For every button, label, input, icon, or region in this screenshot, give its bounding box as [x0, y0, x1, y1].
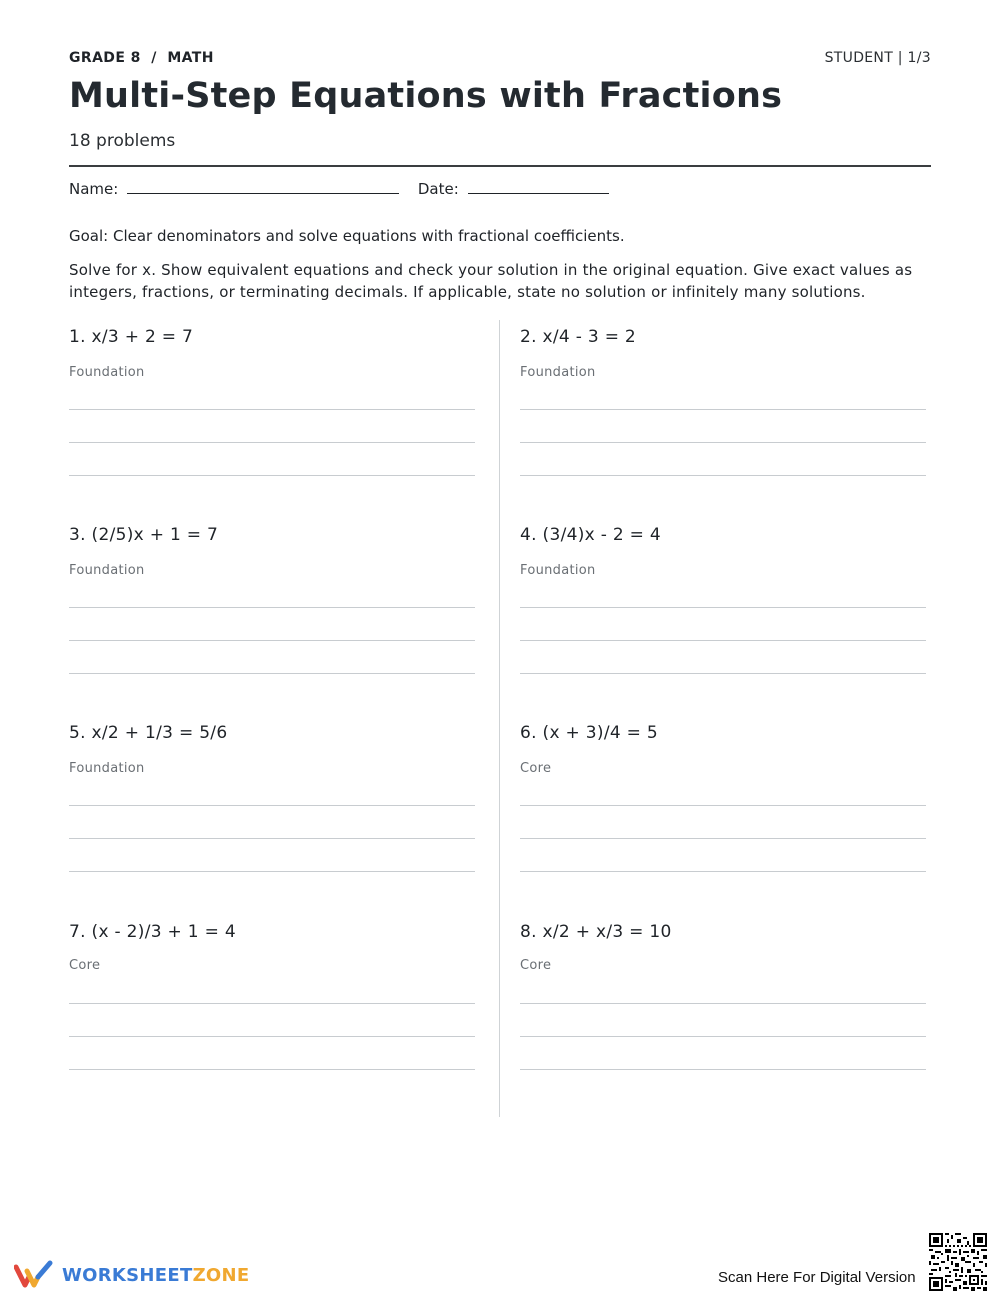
answer-line[interactable]	[520, 475, 926, 476]
problem-count: 18 problems	[69, 131, 176, 151]
answer-line[interactable]	[520, 1003, 926, 1004]
answer-line[interactable]	[69, 673, 475, 674]
answer-line[interactable]	[69, 607, 475, 608]
logo-word-worksheet: WORKSHEET	[62, 1264, 193, 1286]
scan-caption: Scan Here For Digital Version	[718, 1269, 916, 1286]
problem-level: Core	[520, 761, 552, 776]
problem-level: Foundation	[520, 365, 596, 380]
problem-text: 5. x/2 + 1/3 = 5/6	[69, 723, 228, 743]
answer-line[interactable]	[520, 805, 926, 806]
instructions-text: Solve for x. Show equivalent equations and check your solution in the original equation. Give exact values as integers, fractions, or terminating decimals. If applicable, state no solution or infinitely many solutions.	[69, 261, 913, 301]
goal-text: Goal: Clear denominators and solve equations with fractional coefficients.	[69, 227, 625, 245]
problem-text: 3. (2/5)x + 1 = 7	[69, 525, 219, 545]
answer-line[interactable]	[69, 805, 475, 806]
answer-line[interactable]	[520, 409, 926, 410]
answer-line[interactable]	[520, 673, 926, 674]
grade-subject-label: GRADE 8 / MATH	[69, 50, 214, 66]
answer-line[interactable]	[69, 1036, 475, 1037]
name-field[interactable]	[127, 179, 399, 194]
logo-text	[62, 1265, 250, 1286]
answer-line[interactable]	[520, 442, 926, 443]
problem-level: Foundation	[69, 365, 145, 380]
name-date-row	[69, 179, 609, 198]
problem-level: Foundation	[520, 563, 596, 578]
worksheetzone-logo[interactable]	[14, 1259, 250, 1291]
logo-mark-icon	[14, 1259, 54, 1291]
answer-line[interactable]	[69, 442, 475, 443]
problem-level: Core	[69, 958, 101, 973]
top-bar	[69, 50, 931, 70]
answer-line[interactable]	[520, 640, 926, 641]
answer-line[interactable]	[69, 475, 475, 476]
answer-line[interactable]	[69, 871, 475, 872]
header-divider	[69, 165, 931, 167]
problem-text: 6. (x + 3)/4 = 5	[520, 723, 659, 743]
problem-text: 7. (x - 2)/3 + 1 = 4	[69, 922, 236, 942]
answer-line[interactable]	[69, 409, 475, 410]
problem-text: 8. x/2 + x/3 = 10	[520, 922, 672, 942]
answer-line[interactable]	[69, 1003, 475, 1004]
logo-word-zone: ZONE	[192, 1264, 250, 1286]
name-label: Name:	[69, 180, 119, 198]
answer-line[interactable]	[520, 607, 926, 608]
answer-line[interactable]	[69, 1069, 475, 1070]
answer-line[interactable]	[69, 838, 475, 839]
page-indicator: STUDENT | 1/3	[824, 50, 931, 66]
problem-text: 2. x/4 - 3 = 2	[520, 327, 637, 347]
answer-line[interactable]	[69, 640, 475, 641]
problem-text: 1. x/3 + 2 = 7	[69, 327, 194, 347]
problem-level: Core	[520, 958, 552, 973]
problem-text: 4. (3/4)x - 2 = 4	[520, 525, 662, 545]
problem-level: Foundation	[69, 761, 145, 776]
problem-level: Foundation	[69, 563, 145, 578]
date-label: Date:	[417, 180, 459, 198]
answer-line[interactable]	[520, 838, 926, 839]
answer-line[interactable]	[520, 871, 926, 872]
answer-line[interactable]	[520, 1036, 926, 1037]
qr-code-icon[interactable]	[929, 1233, 987, 1291]
answer-line[interactable]	[520, 1069, 926, 1070]
page-title: Multi-Step Equations with Fractions	[69, 76, 783, 116]
column-divider	[499, 320, 500, 1117]
date-field[interactable]	[468, 179, 609, 194]
